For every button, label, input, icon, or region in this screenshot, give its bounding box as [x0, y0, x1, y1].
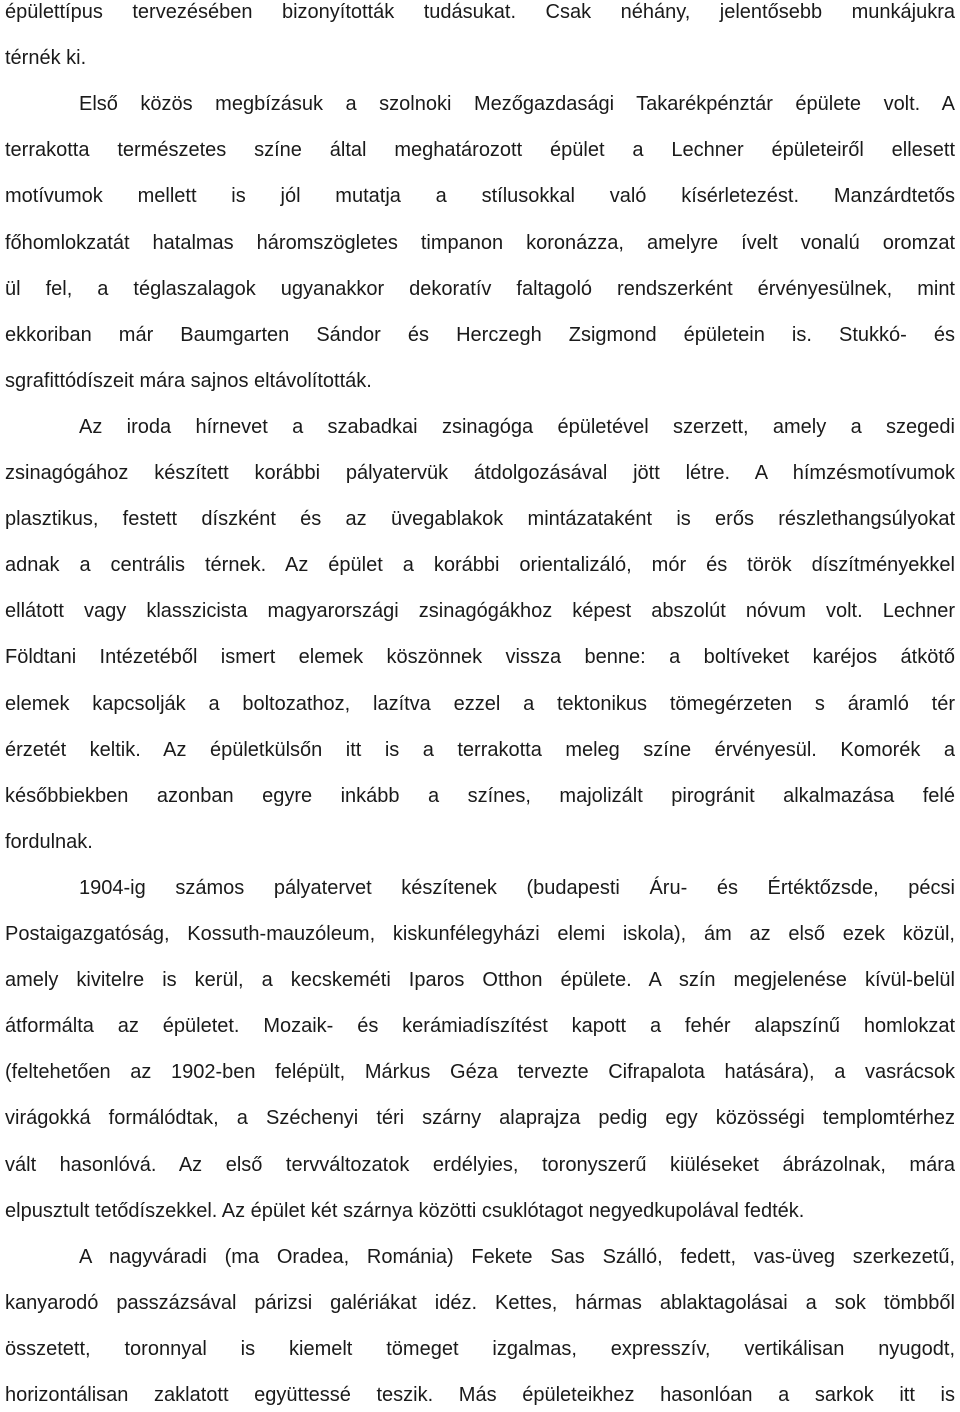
text-line: ekkoriban már Baumgarten Sándor és Herczegh Zsigmond épületein is. Stukkó- és — [5, 323, 955, 346]
text-line: plasztikus, festett díszként és az üvegablakok mintázataként is erős részlethangsúlyokat — [5, 508, 955, 531]
text-line: motívumok mellett is jól mutatja a stílusokkal való kísérletezést. Manzárdtetős — [5, 185, 955, 208]
text-line: adnak a centrális térnek. Az épület a korábbi orientalizáló, mór és török díszítményekkel — [5, 554, 955, 577]
text-line: horizontálisan zaklatott együttessé teszik. Más épületeikhez hasonlóan a sarkok itt is — [5, 1384, 955, 1406]
text-line: terrakotta természetes színe által meghatározott épület a Lechner épületeiről ellesett — [5, 139, 955, 162]
text-line: Földtani Intézetéből ismert elemek köszönnek vissza benne: a boltíveket karéjos átkötő — [5, 646, 955, 669]
text-line: virágokká formálódtak, a Széchenyi téri szárny alaprajza pedig egy közösségi templomtérhez — [5, 1107, 955, 1130]
text-line: átformálta az épületet. Mozaik- és kerámiadíszítést kapott a fehér alapszínű homlokzat — [5, 1015, 955, 1038]
text-line: későbbiekben azonban egyre inkább a színes, majolizált pirogránit alkalmazása felé — [5, 784, 955, 807]
text-line: (feltehetően az 1902-ben felépült, Márkus Géza tervezte Cifrapalota hatására), a vasrácsok — [5, 1061, 955, 1084]
text-line: amely kivitelre is kerül, a kecskeméti Iparos Otthon épülete. A szín megjelenése kívül-belül — [5, 969, 955, 992]
text-line: főhomlokzatát hatalmas háromszögletes timpanon koronázza, amelyre ívelt vonalú oromzat — [5, 231, 955, 254]
text-line: összetett, toronnyal is kiemelt tömeget izgalmas, expresszív, vertikálisan nyugodt, — [5, 1337, 955, 1360]
text-line: érzetét keltik. Az épületkülsőn itt is a terrakotta meleg színe érvényesül. Komorék a — [5, 738, 955, 761]
text-line: vált hasonlóvá. Az első tervváltozatok erdélyies, toronyszerű kiüléseket ábrázolnak, mára — [5, 1153, 955, 1176]
text-line: térnék ki. — [5, 47, 87, 70]
text-line: Postaigazgatóság, Kossuth-mauzóleum, kiskunfélegyházi elemi iskola), ám az első ezek közül, — [5, 923, 955, 945]
text-line: elemek kapcsolják a boltozathoz, lazítva ezzel a tektonikus tömegérzeten s áramló tér — [5, 692, 955, 715]
text-line: épülettípus tervezésében bizonyították tudásukat. Csak néhány, jelentősebb munkájukra — [5, 1, 955, 23]
text-line: zsinagógához készített korábbi pályatervük átdolgozásával jött létre. A hímzésmotívumok — [5, 462, 955, 484]
text-line: fordulnak. — [5, 830, 93, 853]
text-line: 1904-ig számos pályatervet készítenek (budapesti Áru- és Értéktőzsde, pécsi — [79, 876, 955, 899]
text-line: Az iroda hírnevet a szabadkai zsinagóga épületével szerzett, amely a szegedi — [79, 415, 955, 438]
text-line: ellátott vagy klasszicista magyarországi zsinagógákhoz képest abszolút nóvum volt. Lechner — [5, 600, 955, 623]
text-line: kanyarodó passzázsával párizsi galériákat idéz. Kettes, hármas ablaktagolásai a sok tömbből — [5, 1291, 955, 1314]
text-line: sgrafittódíszeit mára sajnos eltávolították. — [5, 369, 372, 392]
text-line: Első közös megbízásuk a szolnoki Mezőgazdasági Takarékpénztár épülete volt. A — [79, 93, 955, 116]
text-line: ül fel, a téglaszalagok ugyanakkor dekoratív faltagoló rendszerként érvényesülnek, mint — [5, 277, 955, 300]
text-line: A nagyváradi (ma Oradea, Románia) Fekete Sas Szálló, fedett, vas-üveg szerkezetű, — [79, 1245, 955, 1268]
text-line: elpusztult tetődíszekkel. Az épület két szárnya közötti csuklótagot negyedkupolával fedték. — [5, 1199, 805, 1222]
